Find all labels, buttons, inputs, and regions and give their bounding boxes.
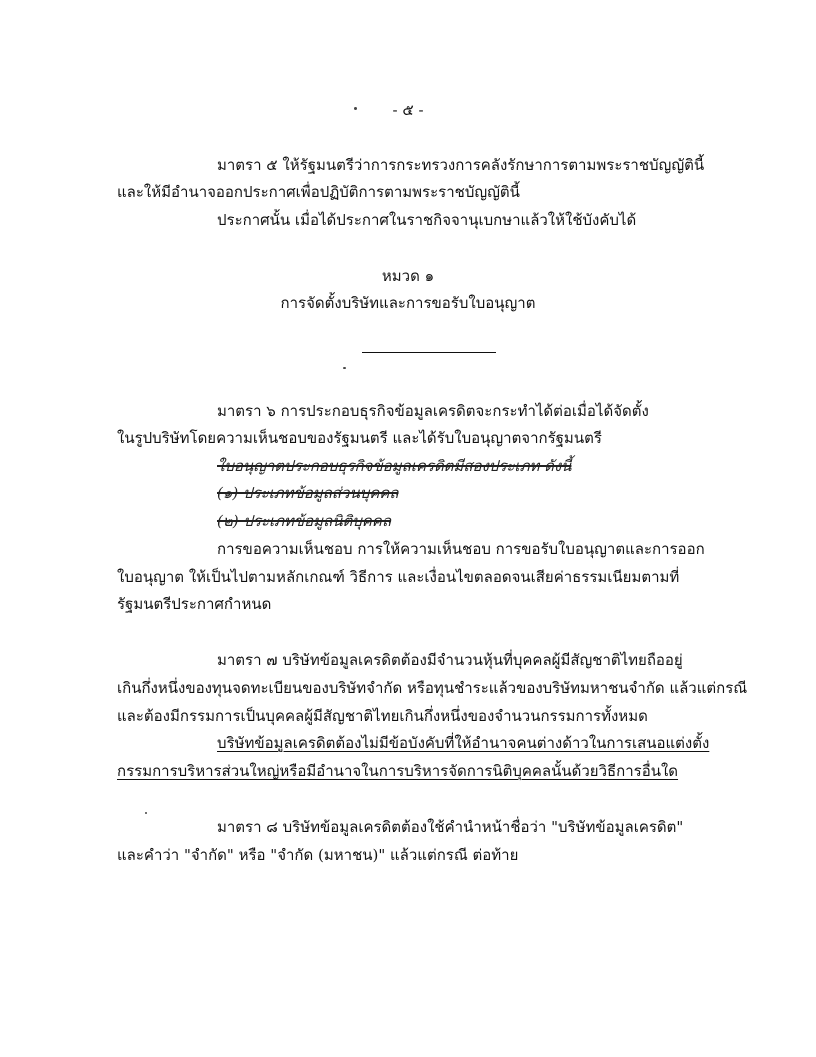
- section8-line1: มาตรา ๘ บริษัทข้อมูลเครดิตต้องใช้คำนำหน้าชื่อว่า "บริษัทข้อมูลเครดิต": [217, 818, 684, 836]
- section7-line3: และต้องมีกรรมการเป็นบุคคลผู้มีสัญชาติไทยเกินกึ่งหนึ่งของจำนวนกรรมการทั้งหมด: [117, 707, 648, 725]
- section5-line3: ประกาศนั้น เมื่อได้ประกาศในราชกิจจานุเบกษาแล้วให้ใช้บังคับได้: [217, 211, 637, 229]
- section6-para2-line2: ใบอนุญาต ให้เป็นไปตามหลักเกณฑ์ วิธีการ และเงื่อนไขตลอดจนเสียค่าธรรมเนียมตามที่: [117, 568, 680, 586]
- section6-line2: ในรูปบริษัทโดยความเห็นชอบของรัฐมนตรี และได้รับใบอนุญาตจากรัฐมนตรี: [117, 429, 602, 447]
- chapter-heading: หมวด ๑: [381, 267, 435, 285]
- section6-struck-line2: (๑) ประเภทข้อมูลส่วนบุคคล: [217, 484, 399, 502]
- page-number: - ๕ -: [392, 101, 424, 119]
- section7-underlined-line2: กรรมการบริหารส่วนใหญ่หรือมีอำนาจในการบริหารจัดการนิติบุคคลนั้นด้วยวิธีการอื่นใด: [117, 762, 679, 780]
- chapter-divider: [362, 352, 496, 353]
- section6-para2-line3: รัฐมนตรีประกาศกำหนด: [117, 595, 272, 613]
- section5-line2: และให้มีอำนาจออกประกาศเพื่อปฏิบัติการตามพระราชบัญญัตินี้: [117, 183, 520, 201]
- section6-para2-line1: การขอความเห็นชอบ การให้ความเห็นชอบ การขอรับใบอนุญาตและการออก: [217, 540, 705, 558]
- scan-speck: [354, 107, 357, 110]
- section7-underlined-line1: บริษัทข้อมูลเครดิตต้องไม่มีข้อบังคับที่ให้อำนาจคนต่างด้าวในการเสนอแต่งตั้ง: [217, 734, 710, 752]
- section7-line1: มาตรา ๗ บริษัทข้อมูลเครดิตต้องมีจำนวนหุ้นที่บุคคลผู้มีสัญชาติไทยถืออยู่: [217, 651, 683, 669]
- section7-line2: เกินกึ่งหนึ่งของทุนจดทะเบียนของบริษัทจำกัด หรือทุนชำระแล้วของบริษัทมหาชนจำกัด แล้วแต่กรณี: [117, 679, 748, 697]
- scan-speck: [145, 812, 147, 814]
- scan-speck: [343, 367, 346, 369]
- section6-line1: มาตรา ๖ การประกอบธุรกิจข้อมูลเครดิตจะกระทำได้ต่อเมื่อได้จัดตั้ง: [217, 402, 649, 420]
- chapter-title: การจัดตั้งบริษัทและการขอรับใบอนุญาต: [280, 294, 536, 312]
- section5-line1: มาตรา ๕ ให้รัฐมนตรีว่าการกระทรวงการคลังรักษาการตามพระราชบัญญัตินี้: [217, 156, 705, 174]
- section6-struck-line3: (๒) ประเภทข้อมูลนิติบุคคล: [217, 512, 392, 530]
- section6-struck-line1: ใบอนุญาตประกอบธุรกิจข้อมูลเครดิตมีสองประเภท ดังนี้: [217, 457, 572, 475]
- section8-line2: และคำว่า "จำกัด" หรือ "จำกัด (มหาชน)" แล้วแต่กรณี ต่อท้าย: [117, 846, 519, 864]
